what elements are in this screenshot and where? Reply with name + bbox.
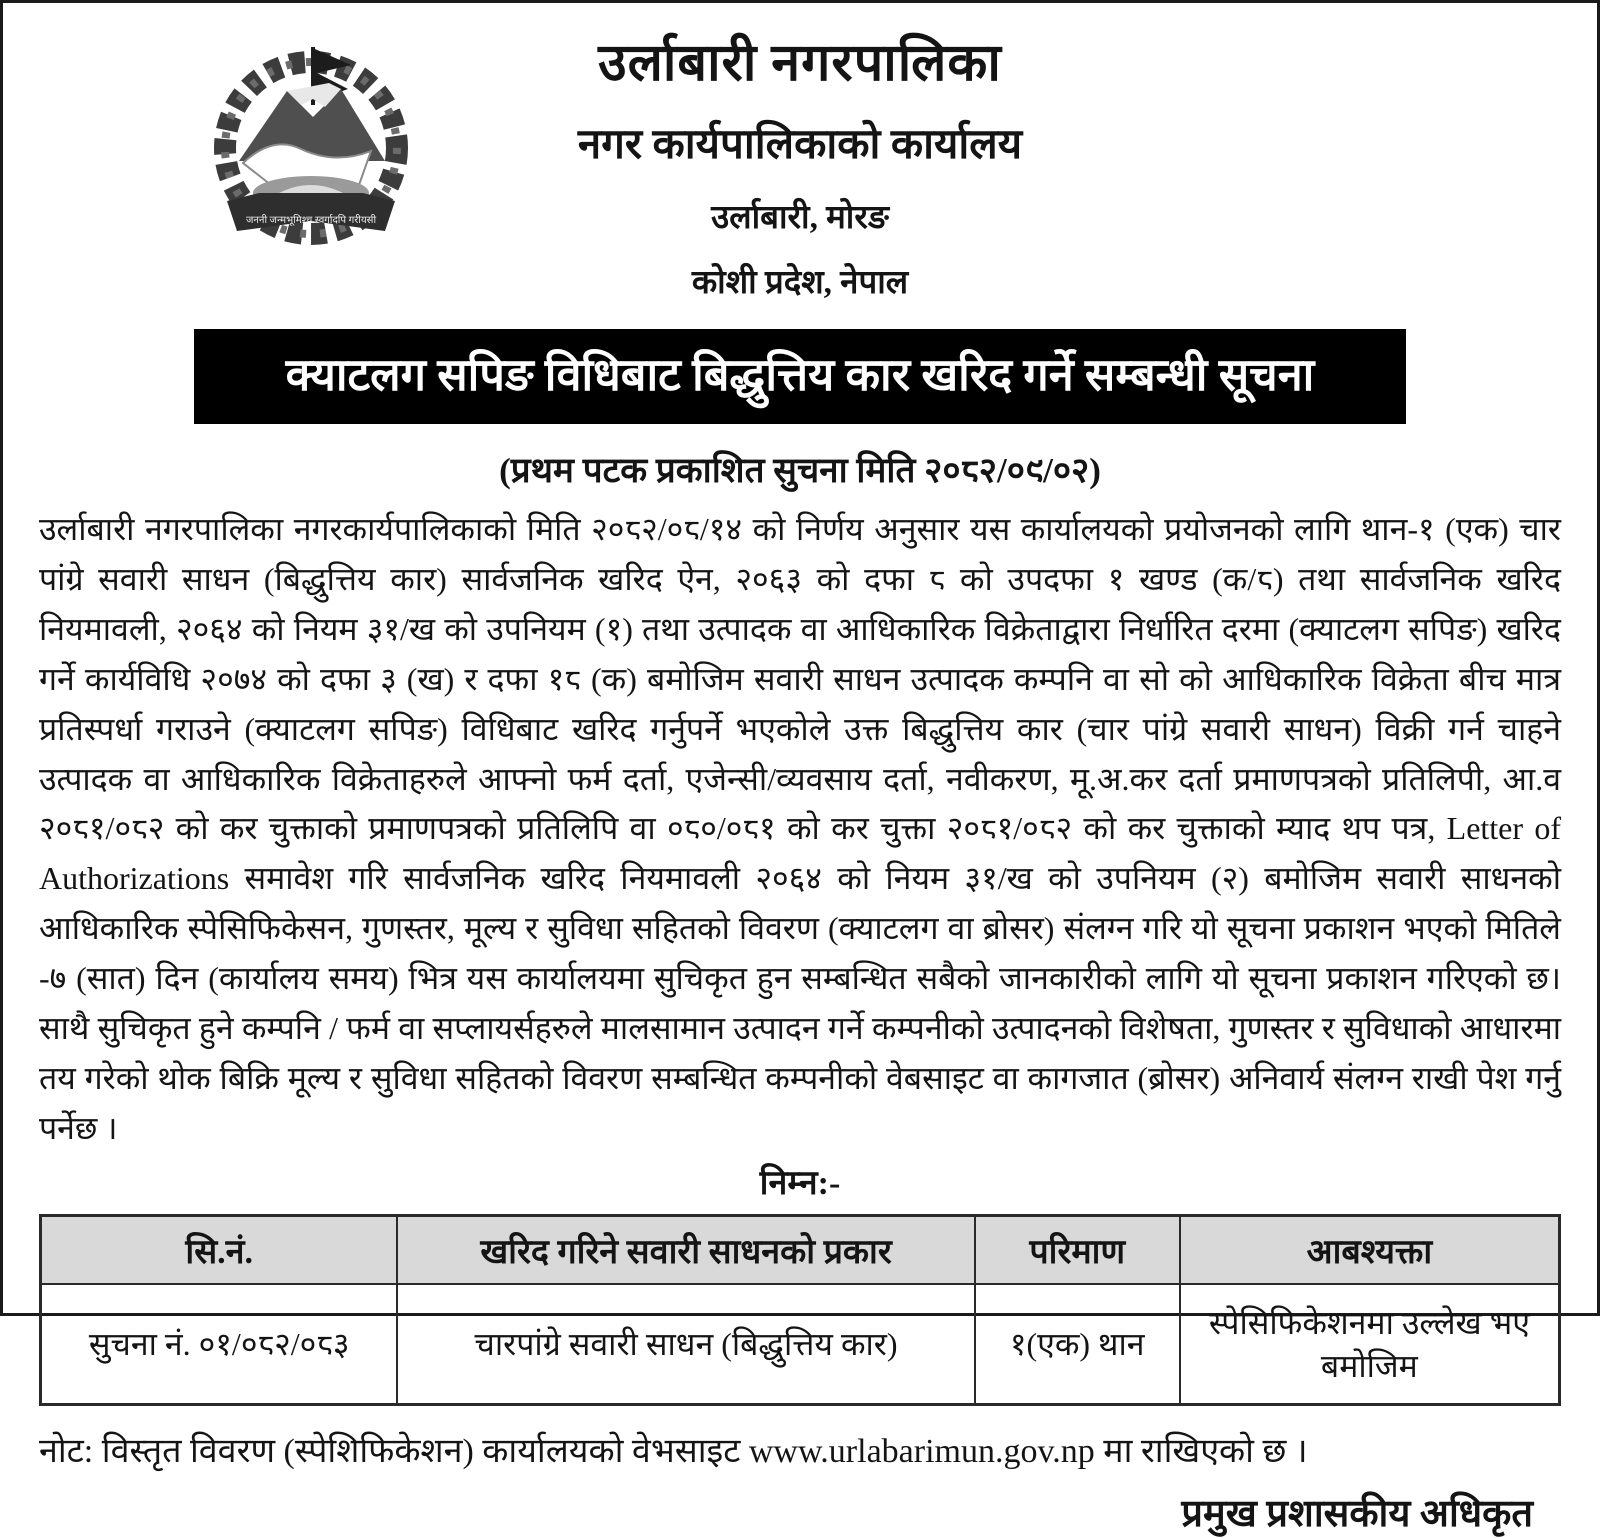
municipality-emblem-icon: [201, 33, 421, 253]
table-header-row: [41, 1215, 1560, 1284]
notice-body: उर्लाबारी नगरपालिका नगरकार्यपालिकाको मिति २०८२/०८/१४ को निर्णय अनुसार यस कार्यालयको प्रयोजनको लागि थान-१ (एक) चार पांग्रे सवारी साधन (बिद्धुत्तिय कार) सार्वजनिक खरिद ऐन, २०६३ को दफा ८ को उपदफा १ खण्ड (क/८) तथा सार्वजनिक खरिद नियमावली, २०६४ को नियम ३१/ख को उपनियम (१) तथा उत्पादक वा आधिकारिक विक्रेताद्वारा निर्धारित दरमा (क्याटलग सपिङ) खरिद गर्ने कार्यविधि २०७४ को दफा ३ (ख) र दफा १८ (क) बमोजिम सवारी साधन उत्पादक कम्पनि वा सो को आधिकारिक विक्रेता बीच मात्र प्रतिस्पर्धा गराउने (क्याटलग सपिङ) विधिबाट खरिद गर्नुपर्ने भएकोले उक्त बिद्धुत्तिय कार (चार पांग्रे सवारी साधन) विक्री गर्न चाहने उत्पादक वा आधिकारिक विक्रेताहरुले आफ्नो फर्म दर्ता, एजेन्सी/व्यवसाय दर्ता, नवीकरण, मू.अ.कर दर्ता प्रमाणपत्रको प्रतिलिपी, आ.व २०८१/०८२ को कर चुक्ताको प्रमाणपत्रको प्रतिलिपि वा ०८०/०८१ को कर चुक्ता २०८१/०८२ को कर चुक्ताको म्याद थप पत्र, Letter of Authorizations समावेश गरि सार्वजनिक खरिद नियमावली २०६४ को नियम ३१/ख को उपनियम (२) बमोजिम सवारी साधनको आधिकारिक स्पेसिफिकेसन, गुणस्तर, मूल्य र सुविधा सहितको विवरण (क्याटलग वा ब्रोसर) संलग्न गरि यो सूचना प्रकाशन भएको मितिले -७ (सात) दिन (कार्यालय समय) भित्र यस कार्यालयमा सुचिकृत हुन सम्बन्धित सबैको जानकारीको लागि यो सूचना प्रकाशन गरिएको छ। साथै सुचिकृत हुने कम्पनि / फर्म वा सप्लायर्सहरुले मालसामान उत्पादन गर्ने कम्पनीको उत्पादनको विशेषता, गुणस्तर र सुविधाको आधारमा तय गरेको थोक बिक्रि मूल्य र सुविधा सहितको विवरण सम्बन्धित कम्पनीको वेबसाइट वा कागजात (ब्रोसर) अनिवार्य संलग्न राखी पेश गर्नु पर्नेछ ।: [39, 511, 1561, 1146]
signature-title: प्रमुख प्रशासकीय अधिकृत: [1181, 1492, 1533, 1535]
office-name: नगर कार्यपालिकाको कार्यालय: [577, 122, 1023, 168]
table-cell: स्पेसिफिकेशनमा उल्लेख भए बमोजिम: [1180, 1284, 1560, 1405]
municipality-name: उर्लाबारी नगरपालिका: [598, 35, 1002, 92]
list-label: निम्न:-: [759, 1164, 841, 1202]
office-province: कोशी प्रदेश, नेपाल: [691, 265, 909, 301]
procurement-table: [39, 1214, 1561, 1406]
table-cell: चारपांग्रे सवारी साधन (बिद्धुत्तिय कार): [397, 1284, 974, 1405]
table-header-cell: खरिद गरिने सवारी साधनको प्रकार: [397, 1215, 974, 1284]
table-header-cell: सि.नं.: [41, 1215, 398, 1284]
table-cell: १(एक) थान: [975, 1284, 1180, 1405]
office-location: उर्लाबारी, मोरङ: [711, 200, 889, 236]
table-header-cell: आबश्यक्ता: [1180, 1215, 1560, 1284]
note-line: नोट: विस्तृत विवरण (स्पेशिफिकेशन) कार्यालयको वेभसाइट www.urlabarimun.gov.np मा राखिएको छ ।: [39, 1432, 1308, 1470]
emblem-motto: जननी जन्मभूमिश्च स्वर्गादपि गरीयसी: [245, 215, 377, 226]
table-cell: सुचना नं. ०१/०८२/०८३: [41, 1284, 398, 1405]
table-row: [41, 1284, 1560, 1405]
publish-date-line: (प्रथम पटक प्रकाशित सुचना मिति २०८२/०९/०२): [499, 451, 1101, 490]
letterhead: [39, 25, 1561, 303]
notice-title: क्याटलग सपिङ विधिबाट बिद्धुत्तिय कार खरिद गर्ने सम्बन्धी सूचना: [285, 350, 1315, 400]
table-header-cell: परिमाण: [975, 1215, 1180, 1284]
notice-title-banner: [194, 329, 1406, 424]
